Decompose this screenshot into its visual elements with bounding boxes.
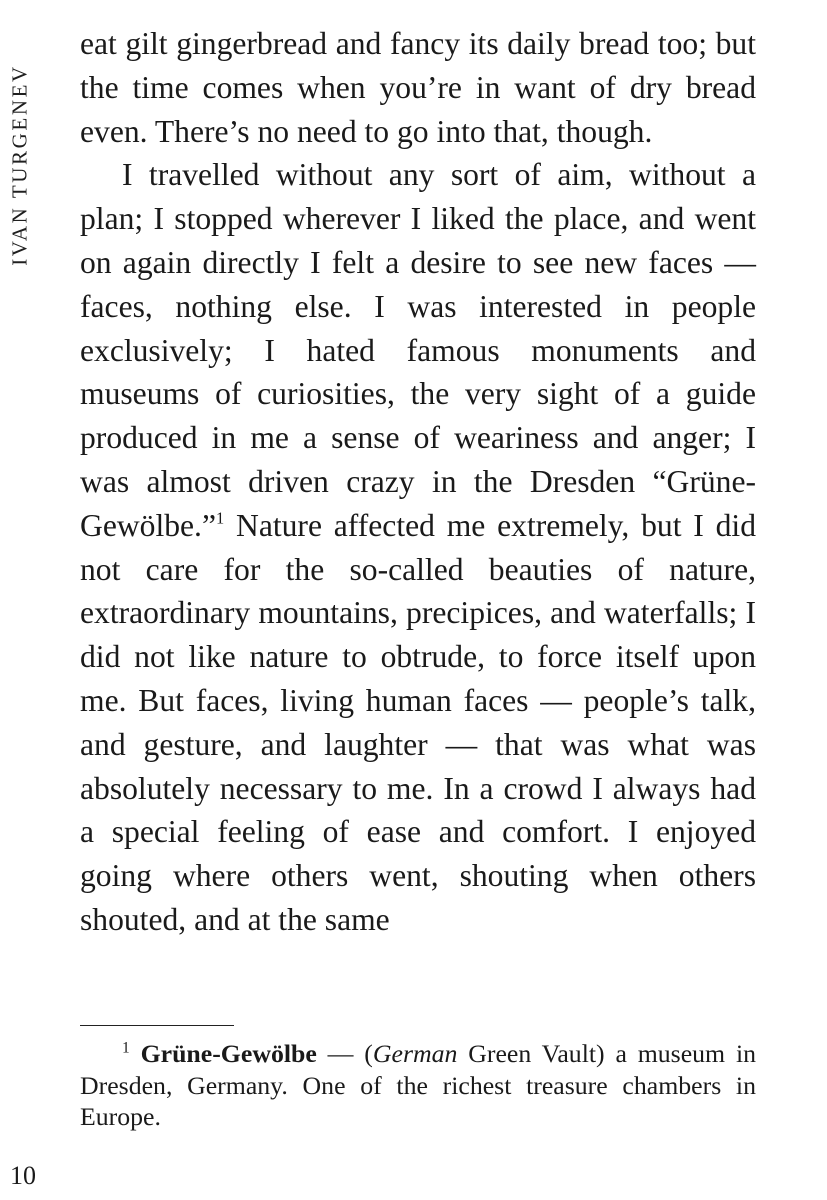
paragraph-1: eat gilt gingerbread and fancy its daily bread too; but the time comes when you’re in want of dry bread even. There’s no need to go into that, though. [80, 26, 756, 149]
paragraph-2-part-1: I travelled without any sort of aim, without a plan; I stopped wherever I liked the place, and went on again directly I felt a desire to see new faces — faces, nothing else. I was interested in people exclusively; I hated famous monuments and museums of curiosities, the very sight of a guide produced in me a sense of weariness and anger; I was almost driven crazy in the Dresden “Grüne-Gewölbe.” [80, 157, 756, 543]
footnote-dash: — ( [316, 1039, 373, 1068]
footnote-term: Grüne-Gewölbe [140, 1039, 317, 1068]
running-head-author: IVAN TURGENEV [7, 64, 32, 266]
footnote-reference: 1 [215, 508, 225, 528]
footnote-divider [80, 1025, 234, 1026]
footnote-text: Green Vault) a museum in Dresden, Germany. One of the richest treasure chambers in Europe. [80, 1039, 757, 1131]
footnote-paragraph [80, 1038, 756, 1133]
paragraph-2-part-2: Nature affected me extremely, but I did not care for the so-called beauties of nature, extraordinary mountains, precipices, and waterfalls; I did not like nature to obtrude, to force itself upon me. But faces, living human faces — people’s talk, and gesture, and laughter — that was what was absolutely necessary to me. In a crowd I always had a special feeling of ease and comfort. I enjoyed going where others went, shouting when others shouted, and at the same [80, 507, 756, 937]
footnote-marker: 1 [122, 1039, 130, 1057]
page-number: 10 [10, 1161, 36, 1190]
body-text [80, 22, 756, 942]
paragraph-2 [80, 153, 756, 941]
running-head [6, 40, 34, 290]
footnote-language: German [372, 1039, 458, 1068]
footnote [80, 1038, 756, 1133]
